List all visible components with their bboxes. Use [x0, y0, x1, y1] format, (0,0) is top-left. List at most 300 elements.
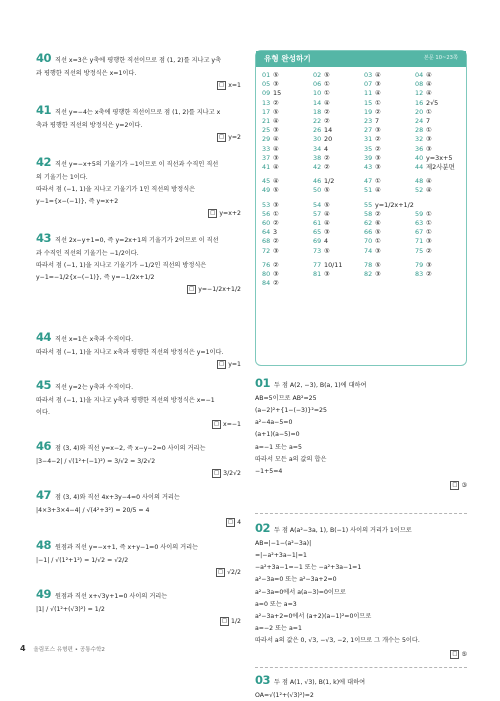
- answer-item-57: [313, 210, 363, 219]
- answer-number: 31: [364, 135, 373, 144]
- answer-line: [255, 650, 467, 660]
- problem-number: 43: [36, 231, 52, 245]
- solution-line: [255, 468, 467, 477]
- solution-line: [255, 692, 467, 701]
- answer-value: ⑥: [375, 219, 381, 227]
- answer-number: 56: [262, 209, 271, 218]
- answer-number: 65: [313, 228, 322, 237]
- answer-item-74: [364, 247, 414, 256]
- answer-item-38: [313, 154, 363, 163]
- answer-value: ③: [273, 270, 279, 278]
- answer-item-59: [415, 210, 465, 219]
- answer-number: 04: [415, 71, 424, 79]
- answer-number: 48: [415, 177, 424, 186]
- answer-number: 23: [364, 117, 373, 125]
- answer-item-07: [364, 80, 414, 89]
- solution-text: −a²+3a−1=−1 또는 −a²+3a−1=1: [255, 564, 362, 572]
- answer-item-72: [262, 247, 312, 256]
- answer-item-61: [313, 219, 363, 228]
- answer-number: 37: [262, 153, 271, 162]
- problem-46: [36, 438, 241, 479]
- answer-value: ①: [375, 177, 381, 186]
- answer-item-71: [415, 237, 465, 246]
- solution-line: [255, 552, 467, 561]
- problem-line: [36, 198, 241, 207]
- answer-item-24: [415, 117, 465, 126]
- answer-value: ③: [324, 270, 330, 278]
- answer-item-34: [313, 145, 363, 154]
- answer-item-80: [262, 270, 312, 279]
- answer-line: [36, 285, 241, 295]
- answer-tag-icon: □: [219, 133, 225, 140]
- answer-line: [36, 469, 241, 479]
- answer-value: ⑤: [324, 246, 330, 255]
- solution-line: [255, 456, 467, 465]
- answer-item-22: [313, 117, 363, 126]
- answer-number: 60: [262, 219, 271, 227]
- answer-number: 47: [364, 177, 373, 186]
- answer-item-58: [364, 210, 414, 219]
- solution-line: [255, 395, 467, 404]
- answer-value: ⑤: [375, 260, 381, 269]
- problem-line: [36, 487, 241, 504]
- problem-text: 직선 y=2는 y축과 수직이다.: [55, 384, 134, 391]
- answer-value: ②: [375, 144, 381, 153]
- problem-text: 직선 y=−4는 x축에 평행한 직선이므로 점 (1, 2)를 지나고 x: [55, 109, 221, 116]
- problem-text: 직선 x=3은 y축에 평행한 직선이므로 점 (1, 2)를 지나고 y축: [55, 57, 222, 64]
- answer-line: [36, 81, 241, 91]
- divider: [255, 667, 467, 668]
- answer-value: ⑤: [273, 186, 279, 195]
- answer-value: 7: [426, 117, 431, 125]
- answer-value: ③: [273, 246, 279, 255]
- answer-number: 29: [262, 135, 271, 144]
- answer-value: ①: [324, 80, 330, 89]
- answer-value: ③: [273, 80, 279, 89]
- problem-text: |1| / √(1²+(√3)²) = 1/2: [36, 605, 105, 613]
- answer-item-76: [262, 261, 312, 270]
- answer-number: 58: [364, 209, 373, 218]
- answer-value: ④: [426, 80, 432, 89]
- solution-text: 따라서 모든 a의 값의 합은: [255, 455, 327, 463]
- answer-number: 10: [313, 89, 322, 98]
- problem-text: 과 평행한 직선의 방정식은 x=1이다.: [36, 69, 137, 77]
- answer-item-13: [262, 99, 312, 108]
- answer-number: 76: [262, 260, 271, 269]
- answer-item-43: [364, 163, 414, 172]
- answer-item-10: [313, 89, 363, 98]
- answer-value: ④: [273, 117, 279, 125]
- solution-text: 따라서 a의 값은 0, √3, −√3, −2, 1이므로 그 개수는 5이다.: [255, 637, 420, 645]
- answer-item-46: [313, 177, 363, 186]
- answer-item-31: [364, 135, 414, 144]
- answer-item-15: [364, 99, 414, 108]
- problem-line: [36, 397, 241, 406]
- answer-tag-icon: □: [213, 420, 220, 427]
- answer-number: 08: [415, 80, 424, 89]
- problem-number: 45: [36, 378, 52, 392]
- answer-item-50: [313, 186, 363, 195]
- answer-number: 67: [415, 228, 424, 237]
- answer-number: 52: [415, 186, 424, 195]
- answer-tag-icon: □: [214, 469, 220, 476]
- answer-number: 54: [313, 200, 322, 209]
- answer-number: 45: [262, 177, 271, 186]
- answer-value: ④: [273, 144, 279, 153]
- answer-value: 3/2√2: [223, 469, 241, 477]
- footer-title: 올림포스 유형편 • 공통수학2: [33, 647, 105, 653]
- answer-item-33: [262, 145, 312, 154]
- answer-number: 27: [364, 126, 373, 135]
- answer-item-75: [415, 247, 465, 256]
- divider: [255, 513, 467, 514]
- answer-value: 4: [324, 237, 329, 246]
- solution-line: [255, 540, 467, 549]
- answer-value: 15: [273, 89, 282, 98]
- answer-value: y=2: [228, 133, 241, 141]
- problem-line: [36, 586, 241, 603]
- answer-number: 61: [313, 219, 322, 227]
- answer-item-70: [364, 237, 414, 246]
- problem-text: 직선 2x−y+1=0, 즉 y=2x+1의 기울기가 2이므로 이 직선: [55, 237, 219, 244]
- answer-value: 3: [273, 228, 278, 237]
- problem-text: 따라서 점 (−1, 1)을 지나고 y축과 평행한 직선의 방정식은 x=−1: [36, 396, 215, 404]
- answer-value: ③: [375, 80, 381, 89]
- problem-line: [36, 50, 241, 67]
- answer-value: ③: [426, 135, 432, 144]
- answer-number: 62: [364, 219, 373, 227]
- answer-item-67: [415, 228, 465, 237]
- answer-item-08: [415, 80, 465, 89]
- answer-number: 15: [364, 98, 373, 107]
- solution-text: −1+5=4: [255, 467, 283, 475]
- answer-number: 82: [364, 270, 373, 278]
- problem-line: [36, 230, 241, 247]
- answer-item-82: [364, 270, 414, 279]
- answer-item-26: [313, 126, 363, 135]
- answer-item-01: [262, 71, 312, 80]
- answer-value: ①: [273, 209, 279, 218]
- problem-line: [36, 186, 241, 195]
- answer-line: [36, 518, 241, 528]
- solution-text: a²−3a+2=0에서 (a+2)(a−1)²=0이므로: [255, 612, 372, 620]
- answer-value: ③: [426, 237, 432, 246]
- answer-value: ②: [273, 219, 279, 227]
- answer-item-36: [415, 145, 465, 154]
- answer-number: 22: [313, 117, 322, 125]
- answer-item-04: [415, 71, 465, 80]
- answer-number: 66: [364, 228, 373, 237]
- answer-item-29: [262, 135, 312, 144]
- page-number: 4: [20, 644, 26, 653]
- problem-line: [36, 349, 241, 358]
- answer-card-title: 유형 완성하기: [264, 54, 311, 63]
- answer-number: 30: [313, 135, 322, 144]
- answer-number: 72: [262, 246, 271, 255]
- answer-number: 73: [313, 246, 322, 255]
- solution-line: [255, 407, 467, 416]
- answer-number: 42: [313, 163, 322, 171]
- answer-tag-icon: □: [219, 81, 225, 88]
- problem-text: 과 수직인 직선의 기울기는 −1/2이다.: [36, 249, 139, 257]
- answer-number: 40: [415, 153, 424, 162]
- answer-number: 74: [364, 246, 373, 255]
- answer-value: ②: [273, 279, 279, 288]
- answer-line: [36, 133, 241, 143]
- answer-item-23: [364, 117, 414, 126]
- solution-line: [255, 431, 467, 440]
- answer-item-35: [364, 145, 414, 154]
- answer-value: ④: [375, 186, 381, 195]
- answer-value: ④: [426, 89, 432, 98]
- problem-line: [36, 438, 241, 455]
- problem-45: [36, 377, 241, 430]
- answer-value: 14: [324, 126, 333, 135]
- answer-number: 26: [313, 126, 322, 135]
- answer-item-83: [415, 270, 465, 279]
- answer-item-81: [313, 270, 363, 279]
- solution-number: 02: [255, 521, 271, 535]
- solution-line: [255, 601, 467, 610]
- answer-value: ②: [375, 135, 381, 144]
- answer-value: ②: [273, 237, 279, 246]
- answer-value: ③: [273, 153, 279, 162]
- answer-value: ④: [324, 219, 330, 227]
- solution-line: [255, 564, 467, 573]
- answer-value: ③: [461, 481, 467, 489]
- problem-text: 따라서 점 (−1, 1)을 지나고 기울기가 −1/2인 직선의 방정식은: [36, 261, 207, 269]
- answer-item-65: [313, 228, 363, 237]
- answer-number: 25: [262, 126, 271, 135]
- answer-item-21: [262, 117, 312, 126]
- answer-item-51: [364, 186, 414, 195]
- answer-value: ②: [375, 107, 381, 116]
- problem-line: [36, 377, 241, 394]
- answer-item-84: [262, 279, 312, 288]
- answer-item-52: [415, 186, 465, 195]
- problem-text: |3−4−2| / √(1²+(−1)²) = 3/√2 = 3/2√2: [36, 457, 156, 465]
- solution-text: (a+1)(a−5)=0: [255, 431, 300, 439]
- answer-value: ④: [273, 177, 279, 186]
- solution-line: [255, 613, 467, 622]
- answer-line: [36, 568, 241, 578]
- answer-item-25: [262, 126, 312, 135]
- answer-number: 01: [262, 71, 271, 79]
- answer-value: y=−1/2x+1/2: [198, 285, 241, 293]
- answer-item-55: [364, 201, 414, 210]
- problem-number: 44: [36, 330, 52, 344]
- answer-value: 제2사분면: [426, 163, 455, 171]
- answer-item-79: [415, 261, 465, 270]
- answer-item-64: [262, 228, 312, 237]
- answer-item-30: [313, 135, 363, 144]
- answer-number: 50: [313, 186, 322, 195]
- answer-value: ④: [273, 135, 279, 144]
- answer-item-16: [415, 99, 465, 108]
- solution-line: [255, 375, 467, 392]
- answer-item-53: [262, 201, 312, 210]
- solution-text: 두 점 A(1, √3), B(1, k)에 대하여: [274, 679, 366, 686]
- answer-item-66: [364, 228, 414, 237]
- answer-tag-icon: □: [210, 209, 216, 216]
- answer-line: [255, 481, 467, 491]
- answer-value: ③: [375, 126, 381, 135]
- answer-number: 77: [313, 260, 322, 269]
- answer-number: 78: [364, 260, 373, 269]
- problem-line: [36, 274, 241, 283]
- problem-number: 41: [36, 103, 52, 117]
- problem-line: [36, 537, 241, 554]
- answer-value: ③: [273, 126, 279, 135]
- answer-item-63: [415, 219, 465, 228]
- solution-02: [255, 520, 467, 660]
- answer-value: ④: [324, 209, 330, 218]
- answer-item-09: [262, 89, 312, 98]
- answer-number: 79: [415, 260, 424, 269]
- problem-number: 49: [36, 587, 52, 601]
- problem-text: 따라서 점 (−1, 1)을 지나고 x축과 평행한 직선의 방정식은 y=1이다.: [36, 348, 224, 356]
- problem-48: [36, 537, 241, 578]
- answer-item-05: [262, 80, 312, 89]
- answer-number: 83: [415, 270, 424, 278]
- problem-text: 직선 x=1은 x축과 수직이다.: [55, 336, 134, 343]
- answer-value: ⑤: [273, 107, 279, 116]
- answer-value: ④: [273, 163, 279, 171]
- problem-line: [36, 507, 241, 516]
- answer-tag-icon: □: [218, 568, 224, 575]
- answer-item-60: [262, 219, 312, 228]
- problem-41: [36, 102, 241, 143]
- answer-item-17: [262, 108, 312, 117]
- solution-03: [255, 672, 467, 701]
- answer-item-41: [262, 163, 312, 172]
- problem-number: 48: [36, 538, 52, 552]
- answer-line: [36, 209, 241, 219]
- answer-value: ②: [426, 270, 432, 278]
- answer-card-range: 본문 10~23쪽: [423, 55, 458, 61]
- solution-line: [255, 589, 467, 598]
- answer-item-77: [313, 261, 363, 270]
- solution-text: a²−4a−5=0: [255, 419, 293, 427]
- solution-text: 두 점 A(2, −3), B(a, 1)에 대하여: [274, 382, 367, 389]
- answer-value: ④: [426, 186, 432, 195]
- answer-item-02: [313, 71, 363, 80]
- answer-item-40: [415, 154, 465, 163]
- answer-item-18: [313, 108, 363, 117]
- answer-item-39: [364, 154, 414, 163]
- solution-text: (a−2)²+{1−(−3)}²=25: [255, 407, 327, 415]
- answer-value: ②: [273, 98, 279, 107]
- answer-value: y=1: [228, 360, 241, 368]
- answer-number: 32: [415, 135, 424, 144]
- problem-49: [36, 586, 241, 627]
- answer-value: x=−1: [223, 420, 241, 428]
- answer-value: 1/2: [324, 177, 335, 186]
- answer-value: y=1/2x+1/2: [375, 200, 414, 209]
- answer-number: 70: [364, 237, 373, 246]
- answer-number: 07: [364, 80, 373, 89]
- answer-tag-icon: □: [452, 481, 458, 488]
- solution-line: [255, 672, 467, 689]
- answer-line: [36, 617, 241, 627]
- problem-42: [36, 154, 241, 219]
- answer-number: 69: [313, 237, 322, 246]
- solution-line: [255, 419, 467, 428]
- answer-tag-icon: □: [221, 617, 228, 624]
- answer-value: √2/2: [227, 568, 241, 576]
- answer-value: ③: [375, 153, 381, 162]
- answer-number: 81: [313, 270, 322, 278]
- problem-line: [36, 174, 241, 183]
- answer-value: ③: [273, 200, 279, 209]
- answer-value: ④: [375, 71, 381, 79]
- answer-value: ①: [426, 219, 432, 227]
- answer-value: ①: [426, 209, 432, 218]
- answer-item-73: [313, 247, 363, 256]
- problem-text: 점 (3, 4)와 직선 y=x−2, 즉 x−y−2=0 사이의 거리는: [55, 445, 206, 452]
- solution-text: =|−a²+3a−1|=1: [255, 552, 307, 560]
- answer-value: ②: [426, 246, 432, 255]
- answer-value: ④: [324, 98, 330, 107]
- answer-item-06: [313, 80, 363, 89]
- answer-number: 80: [262, 270, 271, 278]
- answer-number: 21: [262, 117, 271, 125]
- problem-text: 원점과 직선 x+√3y+1=0 사이의 거리는: [55, 593, 168, 600]
- answer-value: ④: [375, 89, 381, 98]
- answer-tag-icon: □: [452, 651, 458, 658]
- answer-item-49: [262, 186, 312, 195]
- answer-value: ③: [426, 260, 432, 269]
- answer-number: 39: [364, 153, 373, 162]
- solution-text: a²−3a=0 또는 a²−3a+2=0: [255, 576, 337, 584]
- answer-item-32: [415, 135, 465, 144]
- problem-text: 이다.: [36, 408, 50, 416]
- answer-item-45: [262, 177, 312, 186]
- solution-text: 두 점 A(a²−3a, 1), B(−1) 사이의 거리가 1이므로: [274, 527, 412, 534]
- answer-value: ①: [375, 237, 381, 246]
- answer-number: 43: [364, 163, 373, 171]
- answer-value: ④: [426, 177, 432, 186]
- problem-line: [36, 102, 241, 119]
- answer-line: [36, 360, 241, 370]
- answer-number: 51: [364, 186, 373, 195]
- problem-line: [36, 409, 241, 418]
- answer-item-37: [262, 154, 312, 163]
- solution-line: [255, 625, 467, 634]
- answer-item-78: [364, 261, 414, 270]
- answer-number: 75: [415, 246, 424, 255]
- answer-value: 1/2: [231, 617, 241, 625]
- answer-number: 03: [364, 71, 373, 79]
- solution-text: AB=|−1−(a²−3a)|: [255, 539, 312, 547]
- problem-44: [36, 329, 241, 370]
- solution-text: a=−2 또는 a=1: [255, 625, 302, 633]
- answer-number: 64: [262, 228, 271, 237]
- problem-47: [36, 487, 241, 528]
- answer-number: 28: [415, 126, 424, 135]
- answer-value: 2√5: [426, 98, 439, 107]
- problem-line: [36, 154, 241, 171]
- problem-40: [36, 50, 241, 91]
- answer-value: ④: [426, 71, 432, 79]
- answer-item-44: [415, 163, 465, 172]
- answer-number: 14: [313, 98, 322, 107]
- answer-value: ③: [375, 270, 381, 278]
- answer-number: 02: [313, 71, 322, 79]
- answer-value: 4: [237, 518, 241, 526]
- answer-number: 17: [262, 107, 271, 116]
- answer-value: ③: [375, 246, 381, 255]
